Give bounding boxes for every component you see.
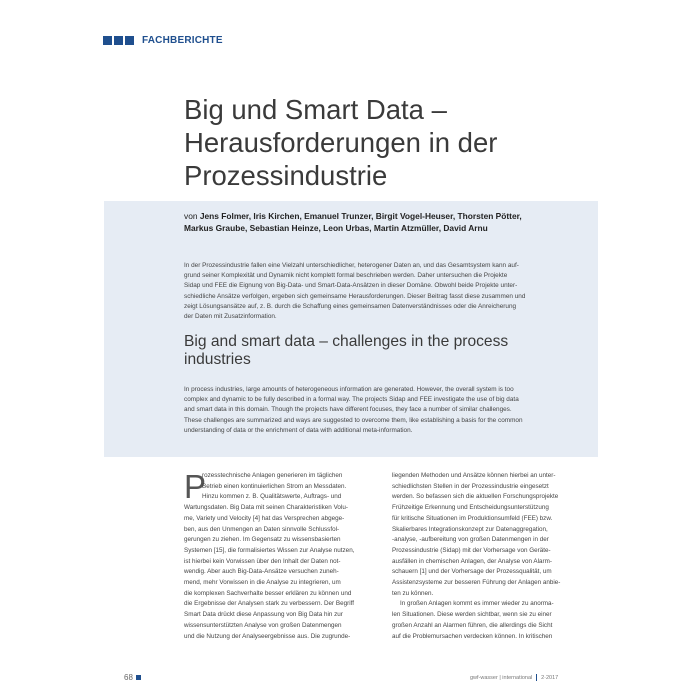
abstract-line: understanding of data or the enrichment of data with additional meta-information.: [184, 426, 413, 434]
authors: [184, 210, 584, 234]
body-line: die Ergebnisse der Analysen stark zu verbessern. Der Begriff: [184, 600, 354, 608]
journal-issue: 2·2017: [541, 674, 559, 681]
body-line: gerungen zu ziehen. Im Gegensatz zu wissensbasierten: [184, 536, 341, 544]
body-line: Frühzeitige Erkennung und Entscheidungsunterstützung: [392, 504, 549, 512]
authors-names-1: Jens Folmer, Iris Kirchen, Emanuel Trunzer, Birgit Vogel-Heuser, Thorsten Pötter,: [199, 211, 522, 221]
body-column-right: [392, 471, 588, 642]
abstract-line: schiedliche Ansätze verfolgen, ergeben sich gemeinsame Herausforderungen. Dieser Beitrag fasst diese zusammen und: [184, 292, 526, 300]
title-line: Herausforderungen in der: [184, 127, 498, 158]
body-line: und die Nutzung der Analyseergebnisse aus. Die zugrunde-: [184, 632, 351, 640]
body-line: Assistenzsysteme zur besseren Führung der Anlagen anbie-: [392, 579, 561, 587]
body-line: ben, aus den Unmengen an Daten sinnvolle Schlussfol-: [184, 525, 340, 533]
body-line: Hinzu kommen z. B. Qualitätswerte, Auftrags- und: [202, 493, 342, 501]
abstract-line: zeigt Lösungsansätze auf, z. B. durch die Schaffung eines gemeinsamen Datenverständnisses oder die Anreicherung: [184, 302, 517, 310]
section-square-icon: [103, 36, 112, 45]
body-line: mend, mehr Vorwissen in die Analyse zu integrieren, um: [184, 579, 341, 587]
body-line: In großen Anlagen kommt es immer wieder zu anorma-: [400, 600, 554, 608]
footer-divider: [536, 674, 537, 681]
body-line: liegenden Methoden und Ansätze können hierbei an unter-: [392, 472, 556, 479]
abstract-german: [184, 261, 586, 322]
abstract-line: complex and dynamic to be fully described in a formal way. The projects Sidap and FEE investigate the use of big data: [184, 396, 519, 404]
body-line: me, Variety und Velocity [4] hat das Versprechen abgege-: [184, 514, 345, 522]
abstract-line: These challenges are summarized and ways are suggested to overcome them, like establishing a basis for the common: [184, 416, 523, 424]
english-title-line: Big and smart data – challenges in the process: [184, 333, 509, 350]
english-title: [184, 333, 594, 369]
body-line: Wartungsdaten. Big Data mit seinen Charakteristiken Volu-: [184, 504, 348, 512]
title-line: Big und Smart Data –: [184, 94, 447, 125]
body-line: wissensunterstützten Analyse von großen Datenmengen: [184, 621, 342, 629]
page-number-footer: [124, 673, 141, 682]
authors-names-2: Markus Graube, Sebastian Heinze, Leon Urbas, Martin Atzmüller, David Arnu: [184, 223, 488, 233]
body-line: für kritische Situationen im Produktionsumfeld (FEE) bzw.: [392, 514, 553, 522]
abstract-line: grund seiner Komplexität und Dynamik nicht komplett formal beschrieben werden. Daher untersuchen die Projekte: [184, 272, 508, 280]
article-title: [184, 93, 604, 192]
body-line: schauern [1] und der Vorhersage der Prozessqualität, um: [392, 568, 552, 576]
journal-footer: [470, 674, 558, 681]
body-line: Systemen [15], die formalisiertes Wissen zur Analyse nutzen,: [184, 546, 355, 554]
abstract-line: and smart data in this domain. Though the projects have different focuses, they face a number of similar challenges.: [184, 406, 512, 414]
section-square-icon: [114, 36, 123, 45]
section-label: FACHBERICHTE: [142, 34, 223, 46]
body-line: die komplexen Sachverhalte besser erklären zu können und: [184, 589, 352, 597]
body-line: ten zu können.: [392, 589, 434, 597]
body-line: auf die Problemursachen verdecken können. In kritischen: [392, 632, 553, 640]
drop-cap: P: [184, 468, 207, 505]
authors-prefix: von: [184, 211, 198, 221]
journal-name: gwf-wasser | international: [470, 674, 533, 681]
abstract-line: der Daten mit Zusatzinformation.: [184, 313, 277, 321]
body-line: schiedlichsten Stellen in der Prozessindustrie eingesetzt: [392, 482, 549, 490]
body-line: wendig. Aber auch Big-Data-Ansätze versuchen zuneh-: [184, 568, 339, 576]
footer-square-icon: [136, 675, 141, 680]
body-column-left: [184, 468, 376, 642]
body-line: werden. So befassen sich die aktuellen Forschungsprojekte: [392, 493, 559, 501]
page-number: 68: [124, 673, 133, 682]
english-title-line: industries: [184, 351, 251, 368]
section-header: [103, 33, 223, 47]
authors-line-1: [184, 210, 584, 222]
body-line: Skalierbares Integrationskonzept zur Datenaggregation,: [392, 525, 548, 533]
body-line: ausfällen in chemischen Anlagen, der Analyse von Alarm-: [392, 557, 552, 565]
title-line: Prozessindustrie: [184, 160, 388, 191]
abstract-line: In process industries, large amounts of heterogeneous information are generated. However, the overall system is too: [184, 386, 514, 393]
body-line: Betrieb einen kontinuierlichen Strom an Messdaten.: [202, 482, 347, 490]
body-line: ist hierbei kein Vorwissen über den Inhalt der Daten not-: [184, 557, 341, 565]
body-line: Prozessindustrie (Sidap) mit der Vorhersage von Geräte-: [392, 546, 551, 554]
abstract-line: Sidap und FEE die Eignung von Big-Data- und Smart-Data-Ansätzen in dieser Domäne. Obwohl beide Projekte unter-: [184, 282, 518, 290]
body-line: len Situationen. Diese werden sichtbar, wenn sie zu einer: [392, 611, 552, 619]
abstract-english: [184, 385, 590, 436]
section-square-icon: [125, 36, 134, 45]
body-line: großen Anzahl an Alarmen führen, die allerdings die Sicht: [392, 621, 553, 629]
body-line: rozesstechnische Anlagen generieren im täglichen: [202, 472, 343, 479]
abstract-line: In der Prozessindustrie fallen eine Vielzahl unterschiedlicher, heterogener Daten an, und das Gesamtsystem kann auf-: [184, 262, 519, 269]
body-line: Smart Data drückt diese Anpassung von Big Data hin zur: [184, 611, 343, 619]
body-line: -analyse, -aufbereitung von großen Datenmengen in der: [392, 536, 549, 544]
